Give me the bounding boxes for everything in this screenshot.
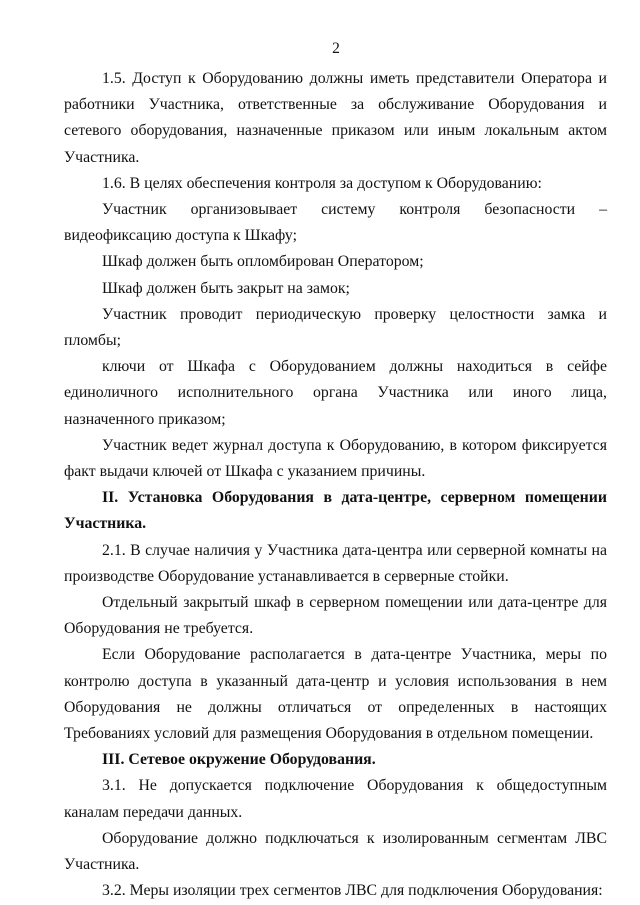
paragraph-video-control: Участник организовывает систему контроля безопасности – видеофиксацию доступа к Шкафу; [64, 201, 607, 245]
page-number: 2 [332, 40, 340, 57]
paragraph-1-5: 1.5. Доступ к Оборудованию должны иметь представители Оператора и работники Участника, ответственные за обслуживание Оборудования и сетевого оборудования, назначенные приказом или иным локальным актом Участника. [64, 70, 607, 166]
paragraph-1-6: 1.6. В целях обеспечения контроля за доступом к Оборудованию: [102, 174, 542, 192]
paragraph-isolated-segments: Оборудование должно подключаться к изолированным сегментам ЛВС Участника. [64, 829, 607, 874]
paragraph-separate-cabinet: Отдельный закрытый шкаф в серверном помещении или дата-центре для Оборудования не требуется. [64, 594, 607, 638]
paragraph-3-2: 3.2. Меры изоляции трех сегментов ЛВС для подключения Оборудования: [102, 882, 603, 900]
paragraph-keys: ключи от Шкафа с Оборудованием должны находиться в сейфе единоличного исполнительного органа Участника или иного лица, назначенного приказом; [64, 358, 607, 428]
paragraph-3-1: 3.1. Не допускается подключение Оборудования к общедоступным каналам передачи данных. [64, 777, 607, 821]
paragraph-access-log: Участник ведет журнал доступа к Оборудованию, в котором фиксируется факт выдачи ключей от Шкафа с указанием причины. [64, 436, 607, 481]
section-heading-3: III. Сетевое окружение Оборудования. [102, 751, 376, 769]
paragraph-lock: Шкаф должен быть закрыт на замок; [102, 279, 350, 297]
paragraph-seal: Шкаф должен быть опломбирован Оператором; [102, 253, 424, 271]
paragraph-2-1: 2.1. В случае наличия у Участника дата-центра или серверной комнаты на производстве Оборудование устанавливается в серверные стойки. [64, 541, 607, 585]
document-body [64, 66, 607, 905]
paragraph-datacenter-conditions: Если Оборудование располагается в дата-центре Участника, меры по контролю доступа в указанный дата-центр и условия использования в нем Оборудования не должны отличаться от определенных в настоящих Требованиях условий для размещения Оборудования в отдельном помещении. [64, 646, 607, 743]
section-heading-2: II. Установка Оборудования в дата-центре, серверном помещении Участника. [64, 489, 607, 533]
paragraph-inspection: Участник проводит периодическую проверку целостности замка и пломбы; [64, 305, 607, 350]
